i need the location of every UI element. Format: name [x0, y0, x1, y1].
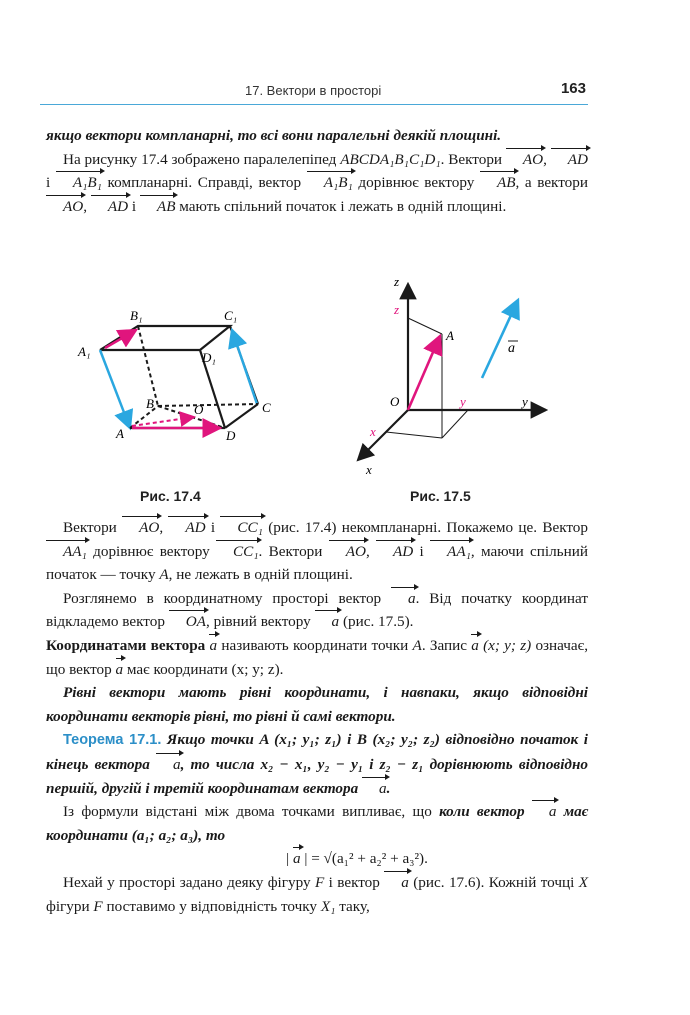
vector-ao: AO — [329, 540, 366, 564]
caption-fig-17-4: Рис. 17.4 — [140, 488, 201, 504]
vector-a: a — [315, 610, 340, 634]
label-y: y — [522, 394, 528, 409]
vector-oa-arrow — [408, 336, 440, 410]
vector-aa1: AA₁ — [46, 540, 87, 564]
section-title: 17. Вектори в просторі — [245, 83, 382, 98]
theorem-17-1: Теорема 17.1. Якщо точки A (x₁; y₁; z₁) і B (x₂; y₂; z₂) відповідно початок і кінець вектора a, то числа x₂ − x₁, y₂ − y₁ і z₂ − z₁ дорівнюють відповідно першій, другій і третій координатам вектора a. — [46, 728, 588, 800]
vector-cc1: CC₁ — [220, 516, 263, 540]
vector-a: a — [116, 658, 124, 682]
vector-ad: AD — [376, 540, 413, 564]
page-number: 163 — [560, 80, 586, 97]
vector-ad: AD — [168, 516, 205, 540]
label-c1: C₁ — [224, 308, 238, 323]
vector-cc1: CC₁ — [216, 540, 259, 564]
paragraph-equal-vectors: Рівні вектори мають рівні координати, і навпаки, якщо відповідні координати векторів рівні, то рівні й самі вектори. — [46, 684, 588, 725]
vector-a-arrow — [482, 300, 518, 378]
vector-a: a — [209, 634, 217, 658]
vector-ao: AO — [506, 148, 543, 172]
vector-a: a — [471, 634, 479, 658]
edge-cc1 — [232, 330, 257, 404]
vector-a: a — [362, 777, 387, 801]
theorem-label: Теорема 17.1. — [63, 732, 162, 749]
vector-length-formula: | a | = √(a₁² + a₂² + a₃²). — [46, 847, 588, 871]
vector-aa1: AA₁ — [430, 540, 471, 564]
label-c: C — [262, 400, 271, 415]
figure-17-4 — [70, 290, 290, 450]
vector-ab: AB — [140, 195, 176, 219]
label-d: D — [226, 428, 236, 443]
vector-ao: AO — [46, 195, 83, 219]
vector-a1b1: A₁B₁ — [307, 171, 353, 195]
italic-continuation: якщо вектори компланарні, то всі вони паралельні деякій площині. — [46, 127, 502, 144]
paragraph-noncoplanar: Вектори AO, AD і CC₁ (рис. 17.4) некомпланарні. Покажемо це. Вектор AA₁ дорівнює вектору CC₁. Вектори AO, AD і AA₁, маючи спільний початок — точку A, не лежать в одній площині. — [46, 516, 588, 587]
label-vector-a: a — [508, 341, 515, 356]
vector-ab: AB — [480, 171, 516, 195]
vector-a: a — [293, 847, 301, 871]
paragraph-length-formula: Із формули відстані між двома точками випливає, що коли вектор a має координати (a₁; a₂; a₃), то — [46, 800, 588, 847]
text-block-bottom — [46, 516, 588, 918]
label-o: O — [194, 402, 204, 417]
vector-a: a — [384, 871, 409, 895]
caption-fig-17-5: Рис. 17.5 — [410, 488, 471, 504]
label-y-coord: y — [460, 394, 466, 409]
label-point-a: A — [446, 328, 454, 343]
vector-a: a — [391, 587, 416, 611]
term-coordinates: Координатами вектора — [46, 636, 210, 654]
label-z-coord: z — [394, 302, 400, 317]
label-d1: D₁ — [202, 350, 216, 365]
solid-name: ABCDA₁B₁C₁D₁ — [340, 150, 441, 168]
label-z: z — [394, 274, 400, 289]
vector-ao: AO — [122, 516, 159, 540]
paragraph-definition: Координатами вектора a називають координати точки A. Запис a (x; y; z) означає, що вектор a має координати (x; y; z). — [46, 634, 588, 681]
coordinate-diagram — [350, 270, 560, 480]
figure-17-5 — [350, 270, 560, 480]
paragraph-translation: Нехай у просторі задано деяку фігуру F і вектор a (рис. 17.6). Кожній точці X фігури F поставимо у відповідність точку X₁ таку, — [46, 871, 588, 918]
vector-a: a — [532, 800, 557, 824]
vector-oa: OA — [169, 610, 206, 634]
vector-ad: AD — [91, 195, 128, 219]
label-a1: A₁ — [78, 344, 91, 359]
label-b1: B₁ — [130, 308, 143, 323]
text-block-top — [46, 124, 588, 218]
label-b: B — [146, 396, 154, 411]
edge-aa1 — [100, 350, 130, 428]
paragraph-parallelepiped: На рисунку 17.4 зображено паралелепіпед ABCDA₁B₁C₁D₁. Вектори AO, AD і A₁B₁ компланарні. Справді, вектор A₁B₁ дорівнює вектору AB, а вектори AO, AD і AB мають спільний початок і лежать в одній площині. — [46, 148, 588, 219]
paragraph-coordinates: Розглянемо в координатному просторі вектор a. Від початку координат відкладемо вектор OA, рівний вектору a (рис. 17.5). — [46, 587, 588, 634]
label-a: A — [116, 426, 124, 441]
label-x: x — [366, 462, 372, 477]
vector-ad: AD — [551, 148, 588, 172]
vector-a: a — [156, 753, 181, 777]
vector-a1b1: A₁B₁ — [56, 171, 102, 195]
vector-a1b1-arrow — [105, 330, 136, 348]
page-header — [40, 80, 588, 105]
parallelepiped-diagram — [70, 290, 290, 450]
label-origin: O — [390, 394, 400, 409]
x-axis — [358, 410, 408, 460]
label-x-coord: x — [370, 424, 376, 439]
